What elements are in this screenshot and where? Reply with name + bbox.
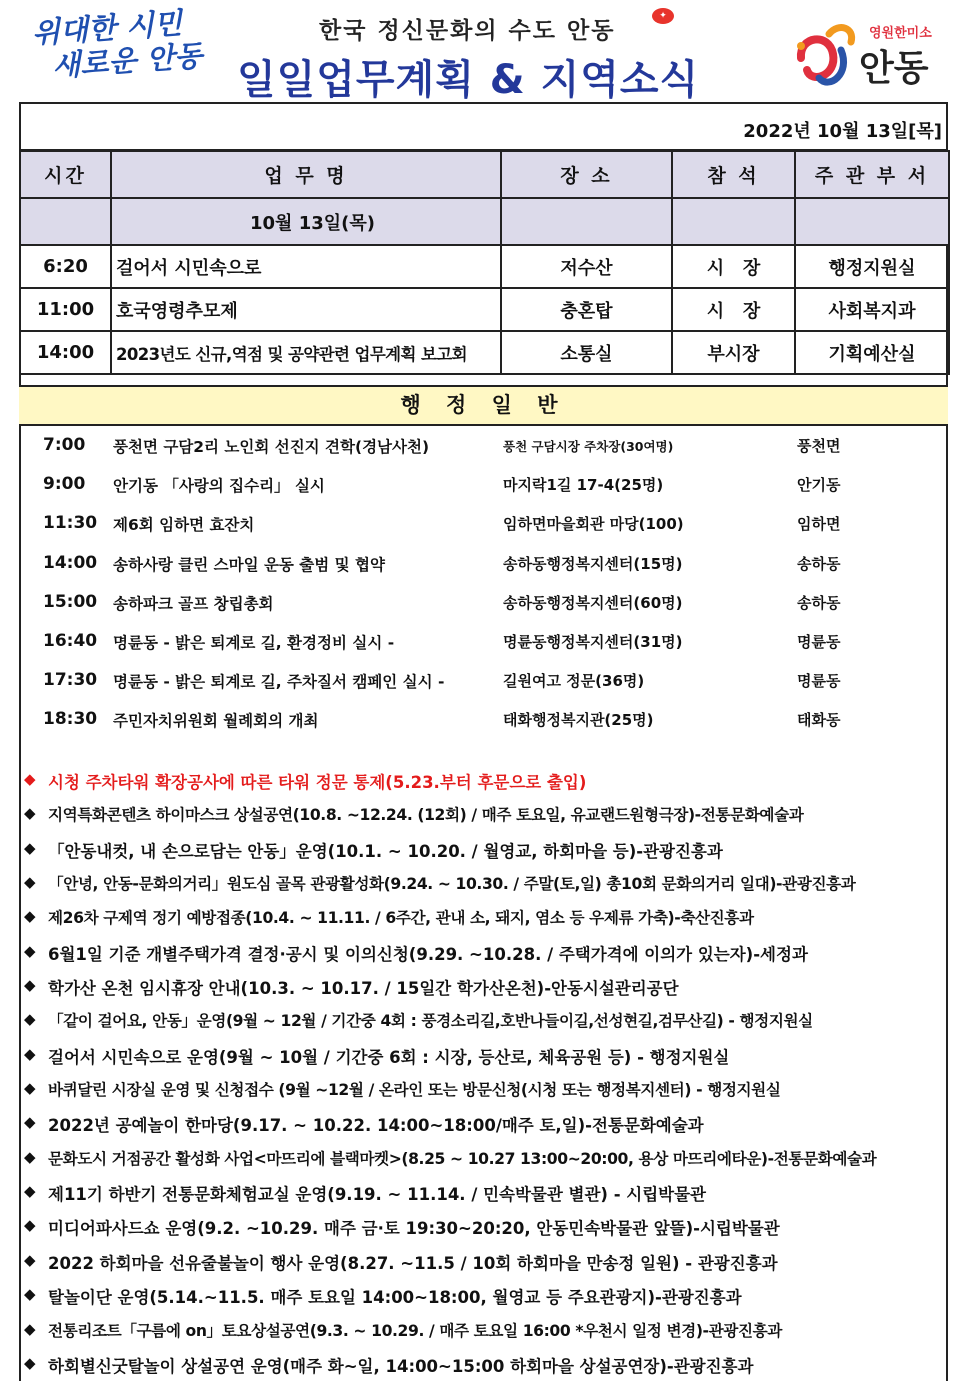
list-item bbox=[19, 700, 948, 739]
header-time: 시간 bbox=[20, 151, 111, 198]
row-dept: 사회복지과 bbox=[795, 288, 949, 331]
item-dept: 명륜동 bbox=[797, 632, 841, 651]
notice-item bbox=[22, 796, 948, 830]
logo-subtitle: 영원한미소 bbox=[869, 26, 932, 41]
row-time: 14:00 bbox=[20, 331, 111, 374]
item-time: 14:00 bbox=[43, 552, 98, 573]
row-dept: 행정지원실 bbox=[795, 245, 949, 288]
notice-text: 전통리조트「구름에 on」토요상설공연(9.3. ~ 10.29. / 매주 토요일 16:00 *우천시 일정 변경)-관광진흥과 bbox=[48, 1321, 782, 1340]
row-dept: 기획예산실 bbox=[795, 331, 949, 374]
notice-item bbox=[22, 1037, 948, 1071]
section-title: 행 정 일 반 bbox=[19, 385, 948, 426]
item-time: 7:00 bbox=[43, 435, 86, 455]
notice-item bbox=[22, 831, 948, 865]
notice-item bbox=[22, 1243, 948, 1277]
notice-text: 6월1일 기준 개별주택가격 결정·공시 및 이의신청(9.29. ~10.28. / 주택가격에 이의가 있는자)-세정과 bbox=[48, 944, 808, 964]
item-dept: 송하동 bbox=[797, 593, 841, 612]
item-place: 명륜동행정복지센터(31명) bbox=[503, 632, 683, 651]
notice-item bbox=[22, 968, 948, 1002]
notice-text: 문화도시 거점공간 활성화 사업<마뜨리에 블랙마켓>(8.25 ~ 10.27 13:00~20:00, 용상 마뜨리에타운)-전통문화예술과 bbox=[48, 1149, 877, 1168]
notice-item bbox=[22, 1277, 948, 1311]
notice-item bbox=[22, 762, 948, 796]
slogan-line1: 위대한 시민 bbox=[30, 5, 184, 51]
header bbox=[19, 0, 948, 104]
item-dept: 명륜동 bbox=[797, 672, 841, 691]
row-task: 2023년도 신규,역점 및 공약관련 업무계획 보고회 bbox=[111, 331, 501, 374]
item-title: 풍천면 구담2리 노인회 선진지 견학(경남사천) bbox=[113, 438, 430, 456]
list-item bbox=[19, 661, 948, 700]
notice-text: 「안동내컷, 내 손으로담는 안동」운영(10.1. ~ 10.20. / 월영교, 하회마을 등)-관광진흥과 bbox=[48, 841, 723, 861]
item-title: 명륜동 - 밝은 퇴계로 길, 환경정비 실시 - bbox=[113, 633, 395, 652]
row-task: 걸어서 시민속으로 bbox=[111, 245, 501, 288]
item-title: 명륜동 - 밝은 퇴계로 길, 주차질서 캠페인 실시 - bbox=[113, 673, 445, 692]
notice-text: 「안녕, 안동-문화의거리」원도심 골목 관광활성화(9.24. ~ 10.30. / 주말(토,일) 총10회 문화의거리 일대)-관광진흥과 bbox=[48, 875, 856, 894]
item-place: 태화행정복지관(25명) bbox=[503, 711, 654, 730]
notice-text: 탈놀이단 운영(5.14.~11.5. 매주 토요일 14:00~18:00, 월영교 등 주요관광지)-관광진흥과 bbox=[48, 1288, 742, 1308]
slogan bbox=[31, 4, 215, 84]
item-title: 제6회 임하면 효잔치 bbox=[113, 516, 255, 535]
diamond-bullet-icon: ◆ bbox=[24, 976, 36, 995]
notice-list bbox=[22, 762, 948, 1380]
item-time: 18:30 bbox=[43, 709, 98, 730]
item-place: 임하면마을회관 마당(100) bbox=[503, 515, 684, 534]
item-dept: 태화동 bbox=[797, 711, 841, 730]
notice-text: 제26차 구제역 정기 예방접종(10.4. ~ 11.11. / 6주간, 관내 소, 돼지, 염소 등 우제류 가축)-축산진흥과 bbox=[48, 909, 754, 928]
day-row bbox=[20, 198, 949, 245]
diamond-bullet-icon: ◆ bbox=[24, 804, 36, 823]
subtitle: 한국 정신문화의 수도 안동 bbox=[319, 18, 616, 44]
page-title: 일일업무계획 & 지역소식 bbox=[237, 57, 700, 103]
row-attendee: 부시장 bbox=[672, 331, 795, 374]
notice-text: 시청 주차타워 확장공사에 따른 타워 정문 통제(5.23.부터 후문으로 출입) bbox=[48, 773, 587, 792]
stamp-icon: ✦ bbox=[652, 8, 674, 24]
notice-text: 제11기 하반기 전통문화체험교실 운영(9.19. ~ 11.14. / 민속박물관 별관) - 시립박물관 bbox=[48, 1185, 706, 1205]
diamond-bullet-icon: ◆ bbox=[24, 1216, 36, 1235]
admin-list bbox=[19, 426, 948, 740]
slogan-line2: 새로운 안동 bbox=[51, 38, 204, 83]
list-item bbox=[19, 583, 948, 622]
diamond-bullet-icon: ◆ bbox=[24, 1182, 36, 1201]
row-place: 충혼탑 bbox=[501, 288, 672, 331]
item-place: 송하동행정복지센터(15명) bbox=[503, 554, 683, 573]
diamond-bullet-icon: ◆ bbox=[24, 1319, 36, 1338]
notice-item bbox=[22, 1346, 948, 1380]
notice-item bbox=[22, 1002, 948, 1036]
item-dept: 임하면 bbox=[797, 515, 841, 534]
notice-item bbox=[22, 1312, 948, 1346]
diamond-bullet-icon: ◆ bbox=[24, 770, 36, 788]
item-title: 송하사랑 클린 스마일 운동 출범 및 협약 bbox=[113, 555, 385, 574]
notice-text: 바퀴달린 시장실 운영 및 신청접수 (9월 ~12월 / 온라인 또는 방문신청(시청 또는 행정복지센터) - 행정지원실 bbox=[48, 1081, 781, 1100]
logo-text: 안동 bbox=[859, 48, 929, 89]
table-row bbox=[20, 331, 949, 374]
row-place: 소통실 bbox=[501, 331, 672, 374]
notice-text: 학가산 온천 임시휴장 안내(10.3. ~ 10.17. / 15일간 학가산온천)-안동시설관리공단 bbox=[48, 979, 679, 999]
item-dept: 송하동 bbox=[797, 554, 841, 573]
diamond-bullet-icon: ◆ bbox=[24, 907, 36, 926]
diamond-bullet-icon: ◆ bbox=[24, 1079, 36, 1098]
row-attendee: 시 장 bbox=[672, 245, 795, 288]
diamond-bullet-icon: ◆ bbox=[24, 1010, 36, 1029]
item-title: 주민자치위원회 월례회의 개최 bbox=[113, 712, 319, 731]
item-place: 길원여고 정문(36명) bbox=[503, 672, 645, 691]
notice-item bbox=[22, 1140, 948, 1174]
item-dept: 안기동 bbox=[797, 476, 841, 495]
row-task: 호국영령추모제 bbox=[111, 288, 501, 331]
item-title: 안기동 「사랑의 집수리」 실시 bbox=[113, 477, 325, 496]
table-row bbox=[20, 288, 949, 331]
item-time: 9:00 bbox=[43, 474, 86, 495]
header-task: 업 무 명 bbox=[111, 151, 501, 198]
header-attendee: 참 석 bbox=[672, 151, 795, 198]
notice-item bbox=[22, 899, 948, 933]
item-time: 17:30 bbox=[43, 670, 98, 691]
list-item bbox=[19, 544, 948, 583]
item-title: 송하파크 골프 창립총회 bbox=[113, 594, 274, 613]
notice-text: 미디어파사드쇼 운영(9.2. ~10.29. 매주 금·토 19:30~20:20, 안동민속박물관 앞뜰)-시립박물관 bbox=[48, 1219, 780, 1239]
schedule-table bbox=[19, 150, 950, 375]
list-item bbox=[19, 465, 948, 504]
notice-item bbox=[22, 1208, 948, 1242]
diamond-bullet-icon: ◆ bbox=[24, 838, 36, 857]
row-time: 6:20 bbox=[20, 245, 111, 288]
table-row bbox=[20, 245, 949, 288]
diamond-bullet-icon: ◆ bbox=[24, 941, 36, 960]
list-item bbox=[19, 504, 948, 543]
item-time: 11:30 bbox=[43, 513, 98, 534]
diamond-bullet-icon: ◆ bbox=[24, 1285, 36, 1304]
notice-item bbox=[22, 1174, 948, 1208]
header-dept: 주 관 부 서 bbox=[795, 151, 949, 198]
item-time: 15:00 bbox=[43, 591, 98, 612]
diamond-bullet-icon: ◆ bbox=[24, 1044, 36, 1063]
diamond-bullet-icon: ◆ bbox=[24, 1250, 36, 1269]
notice-item bbox=[22, 1105, 948, 1139]
notice-text: 2022 하회마을 선유줄불놀이 행사 운영(8.27. ~11.5 / 10회 하회마을 만송정 일원) - 관광진흥과 bbox=[48, 1253, 778, 1273]
date-row bbox=[19, 104, 948, 151]
item-place: 송하동행정복지센터(60명) bbox=[503, 593, 683, 612]
item-place: 풍천 구담시장 주차장(30여명) bbox=[503, 439, 674, 454]
row-place: 저수산 bbox=[501, 245, 672, 288]
row-attendee: 시 장 bbox=[672, 288, 795, 331]
notice-item bbox=[22, 865, 948, 899]
item-dept: 풍천면 bbox=[797, 437, 841, 455]
diamond-bullet-icon: ◆ bbox=[24, 1147, 36, 1166]
item-place: 마지락1길 17-4(25명) bbox=[503, 476, 664, 495]
list-item bbox=[19, 426, 948, 465]
notice-text: 2022년 공예놀이 한마당(9.17. ~ 10.22. 14:00~18:00/매주 토,일)-전통문화예술과 bbox=[48, 1116, 704, 1136]
notice-text: 하회별신굿탈놀이 상설공연 운영(매주 화~일, 14:00~15:00 하회마을 상설공연장)-관광진흥과 bbox=[48, 1356, 754, 1376]
day-label: 10월 13일(목) bbox=[111, 198, 501, 245]
diamond-bullet-icon: ◆ bbox=[24, 1113, 36, 1132]
schedule-header-row bbox=[20, 151, 949, 198]
diamond-bullet-icon: ◆ bbox=[24, 1353, 36, 1372]
row-time: 11:00 bbox=[20, 288, 111, 331]
notice-item bbox=[22, 1071, 948, 1105]
header-place: 장 소 bbox=[501, 151, 672, 198]
diamond-bullet-icon: ◆ bbox=[24, 873, 36, 892]
notice-text: 걸어서 시민속으로 운영(9월 ~ 10월 / 기간중 6회 : 시장, 등산로, 체육공원 등) - 행정지원실 bbox=[48, 1047, 730, 1067]
notice-text: 지역특화콘텐츠 하이마스크 상설공연(10.8. ~12.24. (12회) / 매주 토요일, 유교랜드원형극장)-전통문화예술과 bbox=[48, 806, 804, 825]
list-item bbox=[19, 622, 948, 661]
notice-item bbox=[22, 934, 948, 968]
item-time: 16:40 bbox=[43, 630, 98, 651]
document-date: 2022년 10월 13일[목] bbox=[743, 121, 942, 142]
notice-text: 「같이 걸어요, 안동」운영(9월 ~ 12월 / 기간중 4회 : 풍경소리길,호반나들이길,선성현길,검무산길) - 행정지원실 bbox=[48, 1012, 813, 1031]
